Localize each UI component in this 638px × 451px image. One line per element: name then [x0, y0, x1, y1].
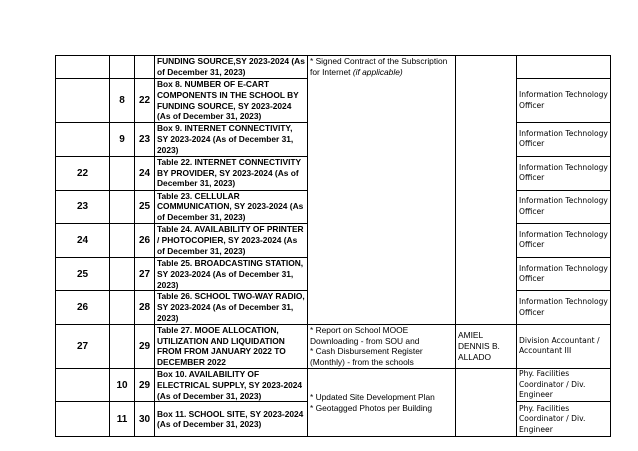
table-number-cell: [56, 123, 110, 156]
required-document-note: (if applicable): [352, 66, 403, 77]
report-title-cell: Box 8. NUMBER OF E-CART COMPONENTS IN THE SCHOOL BY FUNDING SOURCE, SY 2023-2024 (As of December 31, 2023): [155, 79, 308, 123]
table-number-cell: [56, 368, 110, 401]
report-title-cell: Table 24. AVAILABILITY OF PRINTER / PHOTOCOPIER, SY 2023-2024 (As of December 31, 2023): [155, 223, 308, 257]
required-document-text: * Updated Site Development Plan: [310, 391, 435, 402]
box-number-cell: 10: [110, 368, 135, 401]
required-documents-cell: [308, 56, 456, 325]
report-title-cell: Box 9. INTERNET CONNECTIVITY, SY 2023-2024 (As of December 31, 2023): [155, 123, 308, 156]
responsible-person-cell: AMIEL DENNIS B. ALLADO: [456, 324, 517, 368]
page-number-cell: 26: [135, 223, 155, 257]
table-number-cell: 22: [56, 156, 110, 190]
required-documents-cell: [308, 324, 456, 368]
responsible-role-cell: [517, 56, 611, 79]
box-number-cell: 8: [110, 79, 135, 123]
box-number-cell: 9: [110, 123, 135, 156]
required-document-text: * Cash Disbursement Register (Monthly) - from the schools: [310, 346, 423, 368]
responsible-role-cell: Information Technology Officer: [517, 257, 611, 290]
box-number-cell: [110, 56, 135, 79]
responsible-person-cell: [456, 56, 517, 325]
responsible-role-cell: Phy. Facilities Coordinator / Div. Engineer: [517, 368, 611, 401]
box-number-cell: [110, 324, 135, 368]
responsible-role-cell: Information Technology Officer: [517, 156, 611, 190]
report-title-cell: FUNDING SOURCE,SY 2023-2024 (As of December 31, 2023): [155, 56, 308, 79]
box-number-cell: [110, 291, 135, 324]
responsible-role-cell: Information Technology Officer: [517, 190, 611, 223]
page-number-cell: 29: [135, 368, 155, 401]
box-number-cell: 11: [110, 402, 135, 437]
required-document-text: * Geotagged Photos per Building: [310, 402, 432, 413]
responsible-role-cell: Division Accountant / Accountant III: [517, 324, 611, 368]
table-row: [56, 368, 611, 401]
page-number-cell: 22: [135, 79, 155, 123]
required-document-text: * Signed Contract of the Subscription for Internet: [310, 56, 448, 77]
page-number-cell: 25: [135, 190, 155, 223]
table-number-cell: [56, 402, 110, 437]
table-number-cell: 23: [56, 190, 110, 223]
box-number-cell: [110, 257, 135, 290]
responsible-role-cell: Information Technology Officer: [517, 291, 611, 324]
table-number-cell: [56, 56, 110, 79]
page-number-cell: 30: [135, 402, 155, 437]
page-number-cell: 23: [135, 123, 155, 156]
required-documents-cell: [308, 368, 456, 436]
table-number-cell: 24: [56, 223, 110, 257]
report-title-cell: Table 23. CELLULAR COMMUNICATION, SY 2023-2024 (As of December 31, 2023): [155, 190, 308, 223]
box-number-cell: [110, 156, 135, 190]
box-number-cell: [110, 223, 135, 257]
table-number-cell: [56, 79, 110, 123]
report-title-cell: Table 25. BROADCASTING STATION, SY 2023-2024 (As of December 31, 2023): [155, 257, 308, 290]
responsible-role-cell: Phy. Facilities Coordinator / Div. Engineer: [517, 402, 611, 437]
responsible-role-cell: Information Technology Officer: [517, 79, 611, 123]
page-number-cell: 24: [135, 156, 155, 190]
table-number-cell: 25: [56, 257, 110, 290]
responsible-role-cell: Information Technology Officer: [517, 223, 611, 257]
table-row: [56, 324, 611, 368]
page-number-cell: 28: [135, 291, 155, 324]
page-number-cell: 27: [135, 257, 155, 290]
report-title-cell: Table 22. INTERNET CONNECTIVITY BY PROVIDER, SY 2023-2024 (As of December 31, 2023): [155, 156, 308, 190]
table-number-cell: 27: [56, 324, 110, 368]
page-number-cell: 29: [135, 324, 155, 368]
report-title-cell: Box 10. AVAILABILITY OF ELECTRICAL SUPPLY, SY 2023-2024 (As of December 31, 2023): [155, 368, 308, 401]
reports-table: [55, 55, 611, 437]
report-title-cell: Table 26. SCHOOL TWO-WAY RADIO, SY 2023-2024 (As of December 31, 2023): [155, 291, 308, 324]
required-document-text: * Report on School MOOE Downloading - from SOU and: [310, 324, 420, 346]
table-row: [56, 56, 611, 79]
responsible-person-cell: [456, 368, 517, 436]
page-number-cell: [135, 56, 155, 79]
responsible-role-cell: Information Technology Officer: [517, 123, 611, 156]
box-number-cell: [110, 190, 135, 223]
table-number-cell: 26: [56, 291, 110, 324]
report-title-cell: Table 27. MOOE ALLOCATION, UTILIZATION AND LIQUIDATION FROM FROM JANUARY 2022 TO DECEMBER 2022: [155, 324, 308, 368]
report-title-cell: Box 11. SCHOOL SITE, SY 2023-2024 (As of December 31, 2023): [155, 402, 308, 437]
